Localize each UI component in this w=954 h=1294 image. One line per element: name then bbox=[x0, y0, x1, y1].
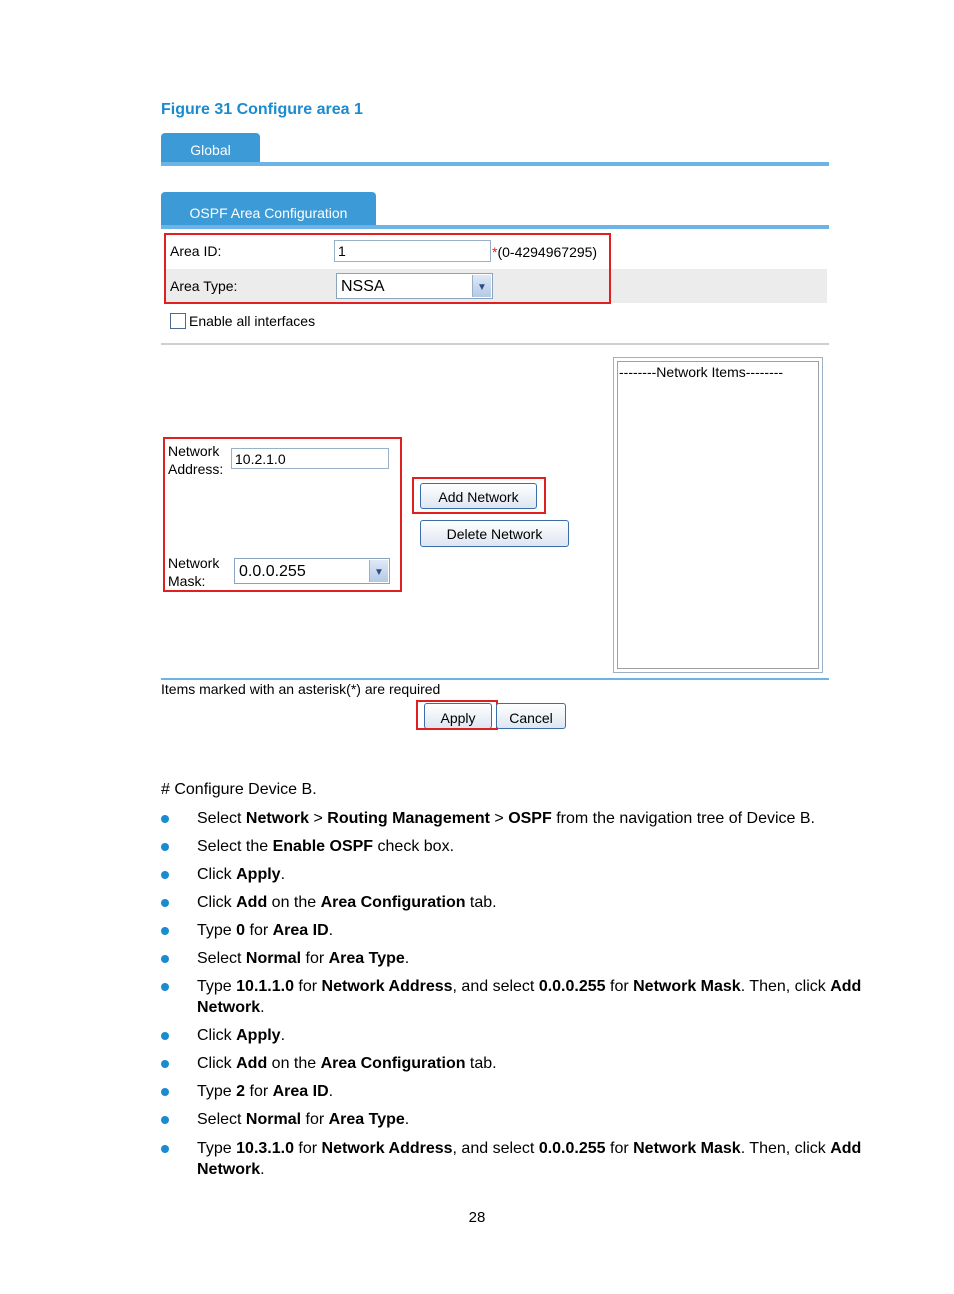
step-text: . Then, click bbox=[740, 1140, 831, 1157]
network-address-label-line1: Network bbox=[168, 443, 220, 459]
step-keyword: Network Address bbox=[321, 978, 453, 995]
step-keyword: Area ID bbox=[272, 1083, 329, 1100]
step-keyword: Area ID bbox=[272, 922, 329, 939]
bullet-icon bbox=[161, 1116, 169, 1124]
bullet-icon bbox=[161, 843, 169, 851]
step-item bbox=[197, 864, 877, 885]
network-address-label bbox=[168, 442, 223, 478]
step-keyword: Network Address bbox=[321, 1140, 453, 1157]
add-network-button[interactable] bbox=[420, 483, 537, 509]
step-item bbox=[197, 948, 877, 969]
step-keyword: Add bbox=[236, 894, 268, 911]
step-keyword: Apply bbox=[236, 866, 281, 883]
step-text: Select bbox=[197, 1111, 246, 1128]
step-keyword: Area Configuration bbox=[320, 894, 466, 911]
network-items-frame bbox=[617, 361, 819, 669]
step-text: . bbox=[404, 1111, 410, 1128]
step-text: from the navigation tree of Device B. bbox=[551, 810, 815, 827]
step-text: Select bbox=[197, 950, 246, 967]
network-mask-value: 0.0.0.255 bbox=[239, 563, 306, 580]
step-keyword: Add bbox=[236, 1055, 268, 1072]
step-item bbox=[197, 1081, 877, 1102]
step-text: Type bbox=[197, 978, 237, 995]
bullet-icon bbox=[161, 1088, 169, 1096]
step-text: Click bbox=[197, 1027, 237, 1044]
step-text: for bbox=[293, 1140, 322, 1157]
delete-network-label: Delete Network bbox=[446, 526, 543, 542]
bullet-icon bbox=[161, 1032, 169, 1040]
global-tab-underline bbox=[161, 162, 829, 166]
step-keyword: OSPF bbox=[508, 810, 552, 827]
area-fields-highlight bbox=[164, 233, 611, 304]
step-item bbox=[197, 1053, 877, 1074]
step-item bbox=[197, 808, 877, 829]
enable-all-label: Enable all interfaces bbox=[189, 313, 316, 329]
step-keyword: Normal bbox=[245, 950, 302, 967]
area-type-value: NSSA bbox=[341, 278, 385, 295]
step-text: tab. bbox=[465, 894, 497, 911]
required-note: Items marked with an asterisk(*) are required bbox=[161, 681, 441, 697]
step-text: Type bbox=[197, 1083, 237, 1100]
network-mask-select[interactable] bbox=[234, 558, 390, 584]
network-items-list[interactable] bbox=[613, 357, 823, 673]
area-id-range: (0-4294967295) bbox=[497, 244, 598, 260]
step-text: . bbox=[260, 999, 265, 1016]
bullet-icon bbox=[161, 1060, 169, 1068]
network-address-input[interactable] bbox=[231, 448, 389, 469]
step-keyword: Area Configuration bbox=[320, 1055, 466, 1072]
step-keyword: 0.0.0.255 bbox=[538, 978, 606, 995]
step-keyword: Add Network bbox=[197, 978, 862, 1016]
bullet-icon bbox=[161, 1145, 169, 1153]
bullet-icon bbox=[161, 955, 169, 963]
form-bottom-divider bbox=[161, 678, 829, 680]
step-text: on the bbox=[267, 894, 321, 911]
chevron-down-icon: ▼ bbox=[472, 275, 491, 297]
step-item bbox=[197, 892, 877, 913]
step-item bbox=[197, 976, 877, 1018]
apply-highlight bbox=[416, 700, 498, 730]
network-items-header: --------Network Items-------- bbox=[619, 364, 784, 380]
step-text: for bbox=[245, 922, 273, 939]
step-text: for bbox=[293, 978, 322, 995]
add-network-label: Add Network bbox=[438, 489, 519, 505]
required-asterisk: * bbox=[492, 244, 498, 260]
cancel-label: Cancel bbox=[509, 710, 553, 726]
step-text: Type bbox=[197, 922, 237, 939]
step-keyword: Enable OSPF bbox=[272, 838, 374, 855]
delete-network-button[interactable] bbox=[420, 520, 569, 547]
chevron-down-icon: ▼ bbox=[369, 560, 388, 582]
intro-line: # Configure Device B. bbox=[161, 781, 317, 798]
step-keyword: Area Type bbox=[328, 950, 405, 967]
step-text: tab. bbox=[465, 1055, 497, 1072]
step-item bbox=[197, 1025, 877, 1046]
step-text: for bbox=[605, 1140, 634, 1157]
step-keyword: 0 bbox=[236, 922, 246, 939]
step-text: for bbox=[301, 1111, 329, 1128]
page-number: 28 bbox=[468, 1209, 486, 1226]
step-text: . Then, click bbox=[740, 978, 831, 995]
step-item bbox=[197, 1138, 877, 1180]
step-text: Click bbox=[197, 866, 237, 883]
step-text: , and select bbox=[452, 1140, 539, 1157]
network-mask-label bbox=[168, 554, 219, 590]
step-text: . bbox=[404, 950, 410, 967]
section-divider bbox=[161, 343, 829, 345]
step-text: . bbox=[280, 1027, 286, 1044]
step-keyword: 10.1.1.0 bbox=[236, 978, 294, 995]
bullet-icon bbox=[161, 983, 169, 991]
step-keyword: Add Network bbox=[197, 1140, 862, 1178]
network-mask-label-line2: Mask: bbox=[168, 573, 206, 589]
step-text: on the bbox=[267, 1055, 321, 1072]
step-item bbox=[197, 920, 877, 941]
tab-ospf-area-label: OSPF Area Configuration bbox=[189, 205, 348, 221]
step-keyword: Normal bbox=[245, 1111, 302, 1128]
step-text: . bbox=[328, 1083, 334, 1100]
step-text: . bbox=[328, 922, 334, 939]
network-address-label-line2: Address: bbox=[168, 461, 224, 477]
step-keyword: Network Mask bbox=[633, 1140, 741, 1157]
step-text: for bbox=[245, 1083, 273, 1100]
step-text: Select bbox=[197, 810, 246, 827]
area-tab-underline bbox=[161, 225, 829, 229]
step-keyword: Network bbox=[245, 810, 310, 827]
step-text: > bbox=[309, 810, 328, 827]
step-text: for bbox=[605, 978, 634, 995]
step-text: check box. bbox=[373, 838, 455, 855]
enable-all-checkbox[interactable] bbox=[170, 313, 186, 329]
step-text: for bbox=[301, 950, 329, 967]
tab-ospf-area-configuration[interactable] bbox=[161, 192, 376, 227]
step-item bbox=[197, 1109, 877, 1130]
bullet-icon bbox=[161, 871, 169, 879]
step-text: , and select bbox=[452, 978, 539, 995]
step-keyword: 0.0.0.255 bbox=[538, 1140, 606, 1157]
tab-global[interactable] bbox=[161, 133, 260, 163]
area-id-label: Area ID: bbox=[170, 243, 222, 259]
step-text: . bbox=[260, 1161, 265, 1178]
step-keyword: 10.3.1.0 bbox=[236, 1140, 294, 1157]
step-item bbox=[197, 836, 877, 857]
step-text: > bbox=[489, 810, 509, 827]
step-keyword: Network Mask bbox=[633, 978, 741, 995]
area-type-label: Area Type: bbox=[170, 278, 238, 294]
step-text: Click bbox=[197, 894, 237, 911]
bullet-icon bbox=[161, 899, 169, 907]
step-text: Type bbox=[197, 1140, 237, 1157]
step-keyword: Area Type bbox=[328, 1111, 405, 1128]
network-mask-label-line1: Network bbox=[168, 555, 220, 571]
step-keyword: Apply bbox=[236, 1027, 281, 1044]
apply-label: Apply bbox=[440, 710, 476, 726]
tab-global-label: Global bbox=[190, 142, 231, 158]
step-text: . bbox=[280, 866, 286, 883]
step-text: Click bbox=[197, 1055, 237, 1072]
step-text: Select the bbox=[197, 838, 273, 855]
step-keyword: 2 bbox=[236, 1083, 246, 1100]
bullet-icon bbox=[161, 815, 169, 823]
step-keyword: Routing Management bbox=[327, 810, 490, 827]
figure-caption: Figure 31 Configure area 1 bbox=[161, 101, 363, 118]
cancel-button[interactable] bbox=[496, 703, 566, 729]
bullet-icon bbox=[161, 927, 169, 935]
